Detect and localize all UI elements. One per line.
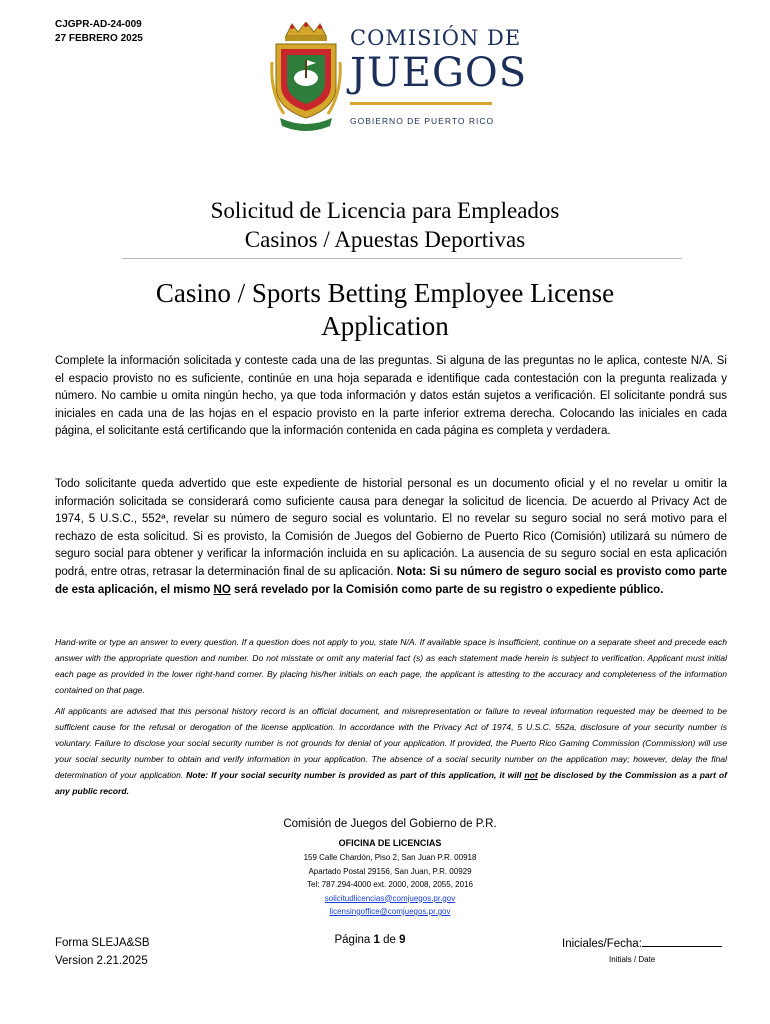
spanish-title-line2: Casinos / Apuestas Deportivas [244, 227, 526, 252]
contact-organization: Comisión de Juegos del Gobierno de P.R. [283, 818, 497, 830]
initials-field[interactable] [562, 934, 722, 950]
privacy-note-english-part2: be disclosed by the Commission as a part of any public record. [55, 770, 727, 796]
privacy-notice-spanish-text: Todo solicitante queda advertido que este expediente de historial personal es un documento oficial y el no revelar u omitir la información solicitada se considerará como suficiente causa para denegar la solicitud de licencia. De acuerdo al Privacy Act de 1974, 5 U.S.C., 552ª, revelar su número de seguro social es voluntario. El no revelar su seguro social no será motivo para el rechazo de esta solicitud. Si es provisto, la Comisión de Juegos del Gobierno de Puerto Rico (Comisión) utilizará su número de seguro social para obtener y verificar la información incluida en su aplicación. La ausencia de su seguro social en esta aplicación podrá, entre otras, retrasar la determinación final de su aplicación. [55, 478, 727, 578]
contact-address: 159 Calle Chardón, Piso 2, San Juan P.R. 00918 [303, 853, 477, 862]
privacy-notice-spanish [55, 476, 727, 599]
email-link-licensing[interactable]: licensingoffice@comjuegos.pr.gov [329, 907, 451, 916]
form-version: Version 2.21.2025 [55, 955, 148, 967]
english-title [0, 277, 770, 343]
contact-office: OFICINA DE LICENCIAS [338, 838, 442, 848]
instructions-spanish: Complete la información solicitada y conteste cada una de las preguntas. Si alguna de las preguntas no le aplica, conteste N/A. Si el espacio provisto no es suficiente, continúe en una hoja separada e identifique cada contestación con la pregunta realizada y número. No cambie u omita ningún hecho, ya que toda información y datos están sujetos a verificación. El solicitante pondrá sus iniciales en cada una de las hojas en el espacio provisto en la parte inferior extrema derecha. Colocando las iniciales en cada página, el solicitante está certificando que la información contenida en cada página es completa y verdadera. [55, 355, 727, 438]
instructions-english: Hand-write or type an answer to every question. If a question does not apply to you, state N/A. If available space is insufficient, continue on a separate sheet and precede each answer with the appropriate question and number. Do not misstate or omit any material fact (s) as each statement made herein is subject to verification. Applicant must initial each page as provided in the lower right-hand corner. By placing his/her initials on each page, the applicant is attesting to the accuracy and completeness of the information contained on that page. [55, 637, 727, 695]
initials-blank[interactable] [642, 934, 722, 947]
contact-phone: Tel: 787.294-4000 ext. 2000, 2008, 2055, 2016 [307, 880, 473, 889]
document-date: 27 FEBRERO 2025 [55, 33, 143, 44]
logo-line-juegos: JUEGOS [350, 50, 528, 96]
privacy-notice-english [55, 703, 727, 799]
english-title-line1: Casino / Sports Betting Employee License [155, 278, 615, 308]
page-current: 1 [373, 934, 380, 946]
privacy-note-english-part1: Note: If your social security number is provided as part of this application, it will [186, 770, 525, 780]
document-id-block [55, 18, 143, 46]
spanish-title-line1: Solicitud de Licencia para Empleados [210, 198, 560, 223]
privacy-note-spanish-part2: será revelado por la Comisión como parte de su registro o expediente público. [230, 583, 664, 596]
privacy-note-spanish-no: NO [213, 583, 231, 596]
logo-gold-rule [350, 102, 492, 105]
initials-label: Iniciales/Fecha: [562, 938, 642, 950]
title-divider [122, 258, 682, 259]
privacy-note-spanish-part1: Nota: Si su número de seguro social es provisto como parte de esta aplicación, el mismo [55, 565, 727, 596]
english-title-line2: Application [321, 311, 449, 341]
document-code: CJGPR-AD-24-009 [55, 19, 142, 30]
logo-line-comision: COMISIÓN DE [350, 26, 522, 50]
page-total: 9 [399, 934, 406, 946]
logo-line-gobierno: GOBIERNO DE PUERTO RICO [350, 116, 495, 126]
coat-of-arms-seal-icon [270, 22, 342, 134]
spanish-title [0, 196, 770, 254]
privacy-notice-english-text: All applicants are advised that this personal history record is an official document, and misrepresentation or failure to reveal information requested may be deemed to be sufficient cause for the refusal or derogation of the license application. In accordance with the Privacy Act of 1974, 5 U.S.C. 552a, disclosure of your security number is voluntary. Failure to disclose your social security number is not grounds for denial of your application. If provided, the Puerto Rico Gaming Commission (Commission) will use your social security number to obtain and verify information in your application. The absence of a social security number on the application may; however, delay the final determination of your application. [55, 706, 727, 780]
initials-sublabel: Initials / Date [609, 955, 656, 964]
privacy-note-english-not: not [524, 770, 538, 780]
form-name: Forma SLEJA&SB [55, 937, 150, 949]
contact-block [0, 815, 770, 919]
contact-po-box: Apartado Postal 29156, San Juan, P.R. 00929 [308, 866, 472, 876]
page-label: Página [334, 934, 374, 946]
commission-logo [350, 26, 540, 126]
page-of: de [379, 934, 400, 946]
email-link-solicitudes[interactable]: solicitudlicencias@comjuegos.pr.gov [324, 893, 456, 903]
